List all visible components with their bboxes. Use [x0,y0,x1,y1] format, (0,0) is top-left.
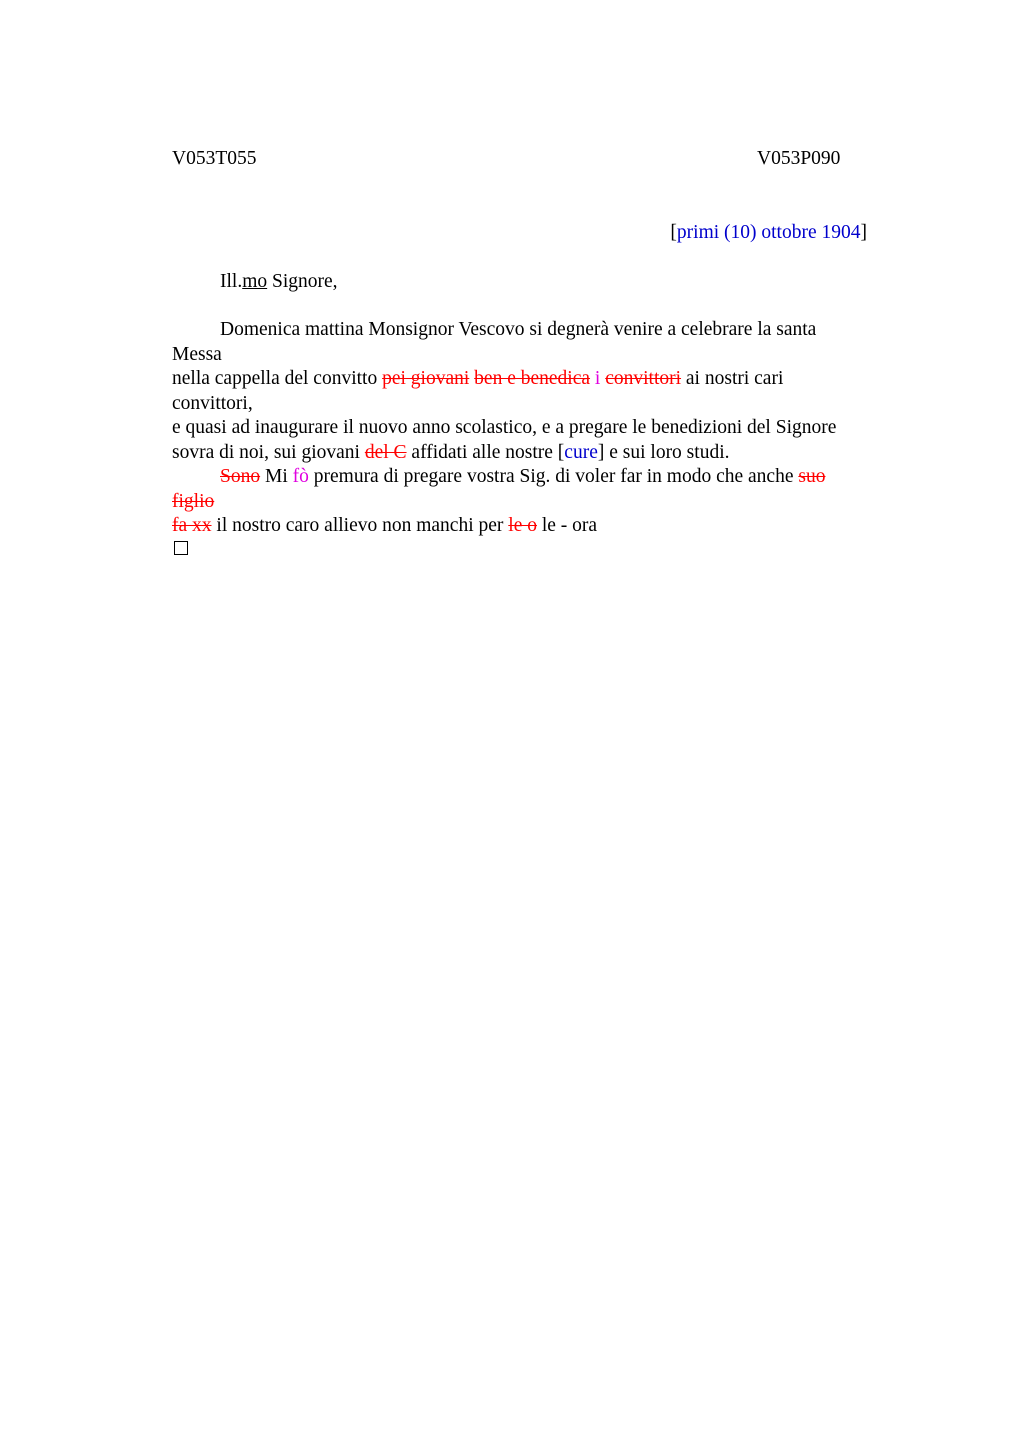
deleted-text: pei giovani [382,368,470,389]
text-line-6 [172,443,729,463]
text-line-1: Domenica mattina Monsignor Vescovo si degnerà venire a celebrare la santa [220,319,817,340]
text-segment: Mi [260,466,293,487]
deleted-text: del C [364,442,407,463]
open-bracket: [ [557,442,565,463]
date-open-bracket: [ [670,222,677,243]
text-segment: e sui loro studi. [604,442,730,463]
header-right-code: V053P090 [757,148,841,169]
text-segment: il nostro caro allievo non manchi per [211,515,509,536]
deleted-text: Sono [220,466,261,487]
text-segment: sovra di noi, sui giovani [172,442,365,463]
close-bracket: ] [597,442,605,463]
text-segment: ai nostri cari [681,368,784,389]
date-close-bracket: ] [860,222,867,243]
date-text: primi (10) ottobre 1904 [676,222,861,243]
inserted-text: fò [292,466,309,487]
text-line-9 [172,516,597,536]
date-line [670,223,867,243]
text-line-5: e quasi ad inaugurare il nuovo anno scolastico, e a pregare le benedizioni del Signore [172,417,837,438]
text-segment: premura di pregare vostra Sig. di voler far in modo che anche [308,466,799,487]
deleted-text: ben e benedica [474,368,591,389]
text-segment: nella cappella del convitto [172,368,383,389]
deleted-text: le o [508,515,537,536]
text-segment: affidati alle nostre [406,442,558,463]
text-segment: le - ora [536,515,598,536]
text-line-2: Messa [172,344,222,365]
deleted-text: suo [798,466,826,487]
salutation [220,272,338,292]
header-left-code: V053T055 [172,148,257,169]
salutation-suffix: Signore, [267,271,338,292]
text-line-3 [172,369,783,389]
deleted-text: convittori [605,368,682,389]
salutation-superscript: mo [242,271,268,292]
text-line-7 [220,467,825,487]
deleted-text: fa xx [172,515,212,536]
text-line-8 [172,492,214,512]
salutation-prefix: Ill. [220,271,243,292]
editorial-text: cure [564,442,598,463]
empty-checkbox-glyph [174,541,188,555]
inserted-text: i [594,368,601,389]
text-line-4: convittori, [172,393,253,414]
deleted-text: figlio [172,491,215,512]
